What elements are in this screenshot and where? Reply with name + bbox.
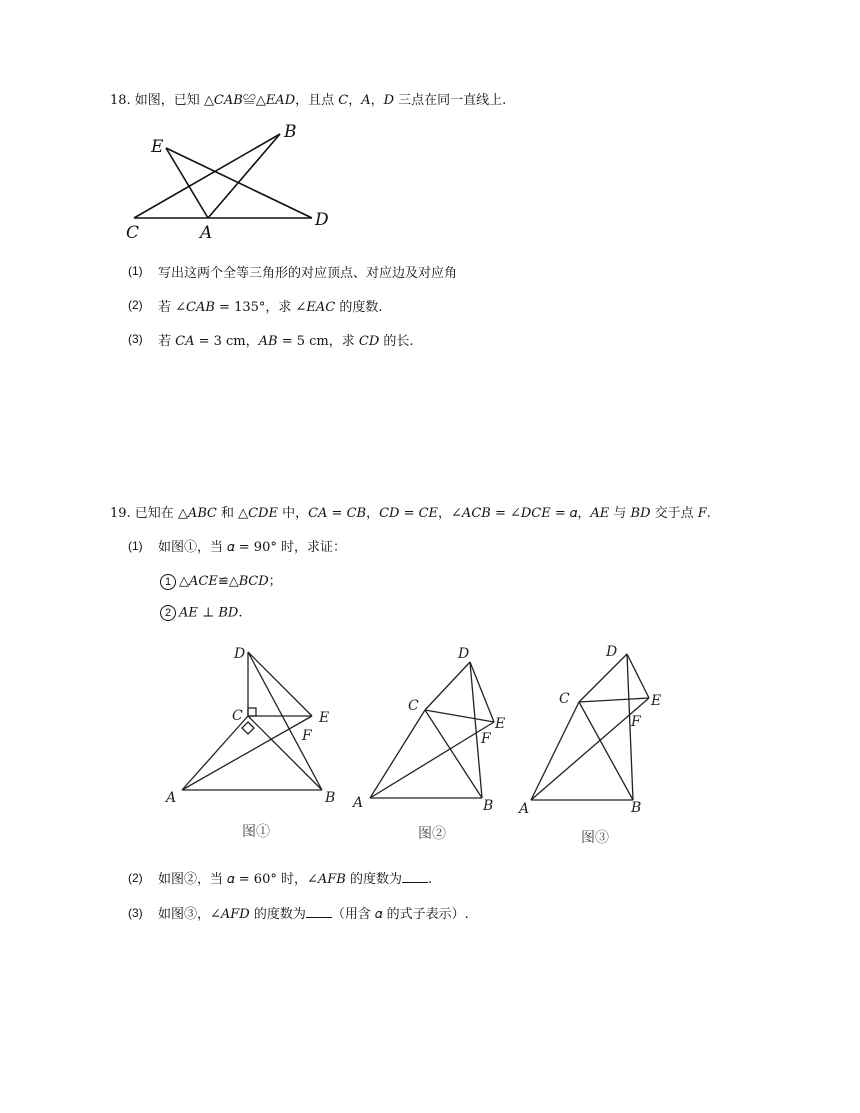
q18-part3-text: 若 𝐶𝐴 = 3 cm，𝐴𝐵 = 5 cm，求 𝐶𝐷 的长. (158, 334, 414, 349)
q19-part3-end: （用含 𝛼 的式子表示）. (331, 907, 469, 922)
q19-part1-num: (1) (128, 539, 143, 553)
q19-part3-num: (3) (128, 906, 143, 920)
q18-stem: 18. 如图，已知 △𝐶𝐴𝐵≌△𝐸𝐴𝐷，且点 𝐶，𝐴，𝐷 三点在同一直线上. (110, 93, 507, 108)
q19-part1-text: 如图①，当 𝛼 = 90° 时，求证： (158, 540, 346, 555)
q19-part2-text: 如图②，当 𝛼 = 60° 时，∠𝐴𝐹𝐵 的度数为 (158, 872, 402, 887)
fig3-label-a: A (519, 801, 530, 817)
line-ab (208, 134, 280, 218)
figure2-diagram (350, 640, 515, 850)
figure1-diagram (162, 640, 347, 850)
q19-part2-num: (2) (128, 871, 143, 885)
fig2-label-c: C (408, 698, 419, 714)
label-b: B (284, 122, 297, 142)
q18-part2-num: (2) (128, 298, 143, 312)
fig3-label-f: F (631, 714, 641, 730)
fig3-label-c: C (559, 691, 570, 707)
answer-blank-2 (402, 870, 428, 883)
figure3-caption: 图③ (581, 830, 609, 846)
q18-part1-text: 写出这两个全等三角形的对应顶点、对应边及对应角 (158, 266, 458, 281)
fig2-label-e: E (495, 716, 506, 732)
figure2-caption: 图② (418, 826, 446, 842)
fig1-label-c: C (232, 708, 243, 724)
circled-number-2: 2 (160, 605, 176, 621)
q18-diagram (120, 118, 340, 243)
q19-stem: 19. 已知在 △𝐴𝐵𝐶 和 △𝐶𝐷𝐸 中，𝐶𝐴 = 𝐶𝐵，𝐶𝐷 = 𝐶𝐸，∠𝐴𝐶𝐵 = ∠𝐷𝐶𝐸 = 𝛼，𝐴𝐸 与 𝐵𝐷 交于点 𝐹. (110, 506, 711, 521)
circled-number-1: 1 (160, 574, 176, 590)
q19-part3-text: 如图③，∠𝐴𝐹𝐷 的度数为 (158, 907, 306, 922)
q18-part2-text: 若 ∠𝐶𝐴𝐵 = 135°，求 ∠𝐸𝐴𝐶 的度数. (158, 300, 383, 315)
item1-text: △𝐴𝐶𝐸≌△𝐵𝐶𝐷； (179, 574, 282, 589)
figure3-diagram (515, 638, 685, 853)
label-c: C (126, 223, 140, 243)
fig2-label-b: B (483, 798, 494, 814)
fig2-label-a: A (353, 795, 364, 811)
label-d: D (315, 210, 329, 230)
q19-part1-item1 (160, 570, 282, 590)
q18-part3-num: (3) (128, 332, 143, 346)
q19-part1-item2 (160, 605, 242, 621)
fig1-label-f: F (302, 728, 312, 744)
q19-part2-end: . (427, 872, 433, 887)
fig1-label-a: A (166, 790, 177, 806)
fig2-label-f: F (481, 731, 491, 747)
fig3-label-b: B (631, 800, 642, 816)
fig1-label-b: B (325, 790, 336, 806)
label-e: E (151, 137, 164, 157)
fig3-label-e: E (651, 693, 662, 709)
fig1-label-e: E (319, 710, 330, 726)
item2-text: 𝐴𝐸 ⊥ 𝐵𝐷. (179, 605, 243, 621)
q19-part2 (158, 868, 432, 887)
q18-part1-num: (1) (128, 264, 143, 278)
label-a: A (200, 223, 213, 243)
fig2-label-d: D (458, 646, 470, 662)
answer-blank-3 (306, 905, 332, 918)
q19-part3 (158, 903, 469, 922)
fig3-label-d: D (606, 644, 618, 660)
fig1-label-d: D (234, 646, 246, 662)
figure1-caption: 图① (242, 824, 270, 840)
